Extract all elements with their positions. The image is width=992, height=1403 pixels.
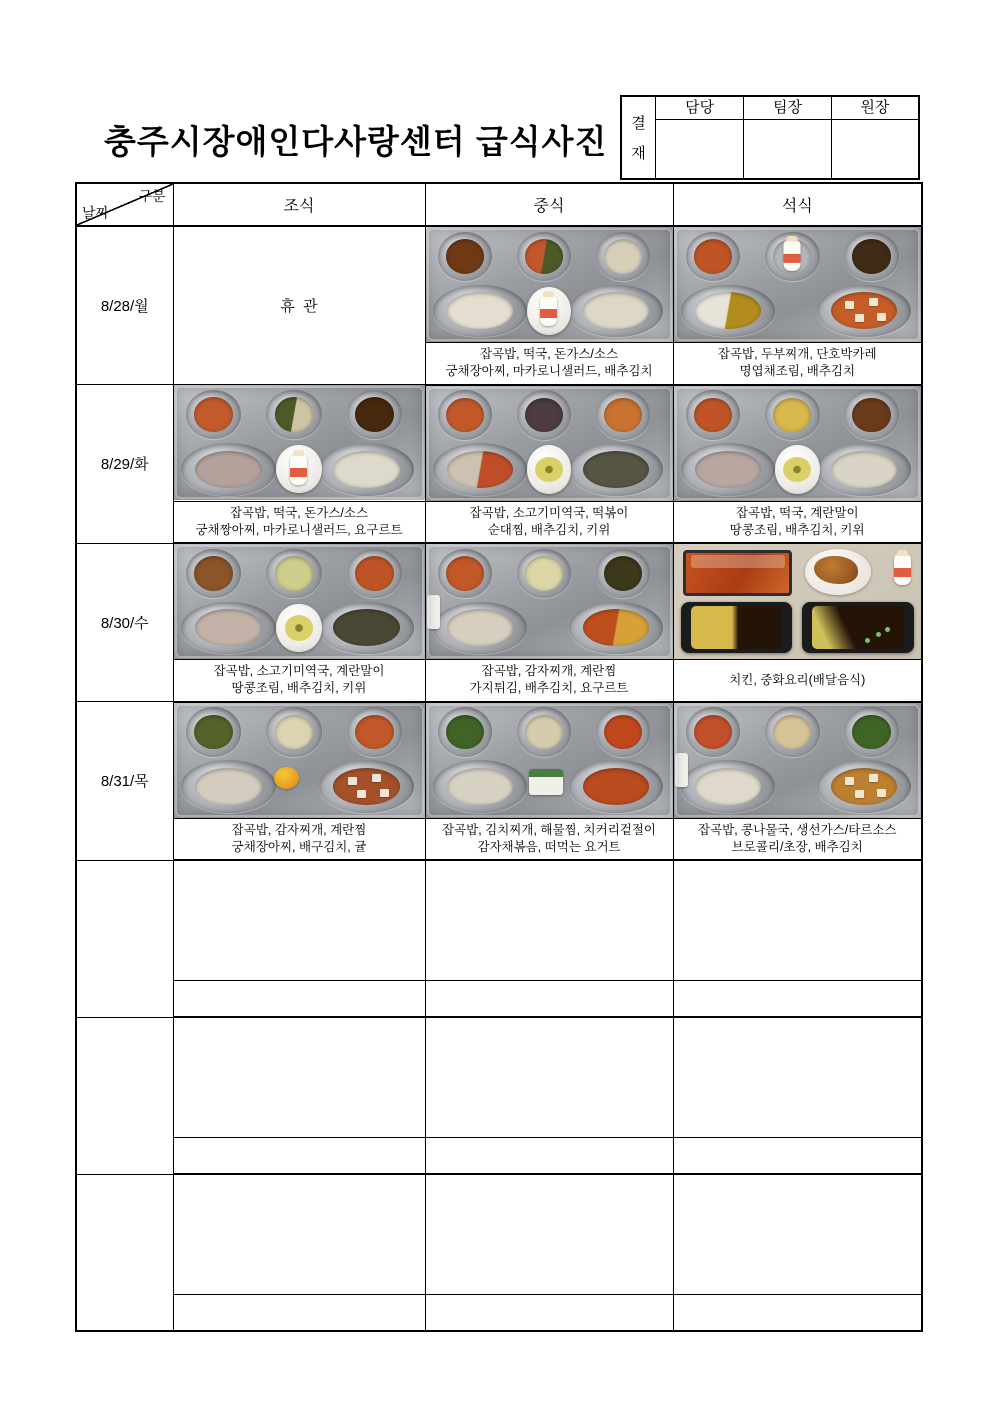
closed-notice: 휴 관 [280,298,318,315]
soup-food [333,609,400,646]
yakult-bottle [894,554,911,585]
soup-bowl [319,760,414,813]
rice-food [195,451,262,488]
corner-label-naljja: 날짜 [82,205,110,221]
center-plate [276,445,321,493]
empty-caption-row [76,980,922,1017]
side-dish-bowl [596,232,650,281]
soup-food [333,768,400,805]
side-dish-bowl [596,707,650,756]
meal-caption-line: 잡곡밥, 김치찌개, 해물찜, 치커리겉절이 [441,822,657,837]
approval-grid [656,97,918,178]
rice-bowl [433,285,527,338]
tofu-cube [380,789,389,797]
caption-cell-lunch [425,343,673,385]
yakult-label [290,468,307,477]
side-dish-bowl [686,232,740,281]
caption-cell-dinner [673,818,922,860]
column-header-dinner: 석식 [673,183,922,226]
side-dish-food [525,556,563,591]
rice-bowl [181,602,276,655]
soup-takeout-box [683,550,792,596]
soup-bowl [817,443,911,496]
soup-bowl [569,760,663,813]
meal-photo [674,544,922,659]
yakult-bottle [784,240,801,271]
side-dish-food [604,715,642,750]
side-dish-bowl [517,390,571,439]
day-photo-row [76,543,922,660]
side-dish-food [773,398,811,433]
side-dish-bowl [596,390,650,439]
day-caption-row [76,501,922,543]
soup-food [831,451,897,488]
meal-caption-line: 잡곡밥, 감자찌개, 계란찜 [481,664,617,679]
meal-caption-line: 궁채장아찌, 배구김치, 귤 [231,839,367,854]
rice-bowl [681,443,775,496]
meal-caption-line: 잡곡밥, 콩나물국, 생선가스/타르소스 [698,822,897,837]
side-dish-food [773,715,811,750]
center-plate [775,445,820,493]
tofu-cube [845,301,854,309]
approval-signature-cell [743,120,830,178]
side-dish-bowl [438,232,492,281]
rice-food [695,768,761,805]
side-dish-bowl [186,390,241,439]
empty-caption-cell [425,1137,673,1174]
empty-caption-cell [173,980,425,1017]
tofu-cube [869,774,878,782]
caption-cell-lunch [425,660,673,702]
empty-caption-cell [673,980,922,1017]
empty-caption-cell [425,1294,673,1331]
soup-food [831,292,897,329]
empty-photo-cell [673,860,922,980]
fried-chicken [814,556,858,585]
side-dish-food [194,556,233,591]
noodle-and-jajang [812,606,903,648]
soup-bowl [319,443,414,496]
soup-bowl [569,285,663,338]
side-dish-bowl [765,707,819,756]
empty-date-cell [76,1174,173,1331]
side-dish-bowl [438,549,492,598]
kiwi-fruit [285,615,313,640]
soup-food [583,292,649,329]
caption-cell-dinner [673,660,922,702]
empty-date-cell [76,1017,173,1174]
tofu-cube [855,790,864,798]
side-dish-bowl [596,549,650,598]
yakult-cap [543,291,554,297]
side-dish-bowl [347,549,402,598]
caption-cell-dinner [673,501,922,543]
photo-cell-breakfast [173,385,425,502]
page-title: 충주시장애인다사랑센터 급식사진 [104,123,608,160]
rice-bowl [181,760,276,813]
side-dish-food [446,239,484,274]
column-header-lunch: 중식 [425,183,673,226]
photo-cell-lunch [425,226,673,343]
approval-col-damdang: 담당 [656,97,743,120]
caption-cell-breakfast [173,818,425,860]
meal-caption-line: 가지튀김, 배추김치, 요구르트 [469,681,629,696]
meal-photo [674,386,922,501]
side-dish-food [355,556,394,591]
side-dish-bowl [844,390,898,439]
soup-food [583,609,649,646]
kiwi-fruit [535,457,563,482]
center-plate [527,287,571,335]
empty-caption-row [76,1294,922,1331]
side-dish-bowl [347,707,402,756]
empty-caption-cell [673,1294,922,1331]
approval-box [620,95,920,180]
soup-bowl [319,602,414,655]
meal-caption-line: 치킨, 중화요리(배달음식) [729,672,866,687]
approval-stamp-cell [622,97,656,178]
side-dish-food [604,239,642,274]
date-cell: 8/29/화 [76,385,173,544]
day-caption-row [76,660,922,702]
closed-cell [173,226,425,385]
tofu-cube [348,777,357,785]
side-dish-food [525,715,563,750]
caption-cell-lunch [425,501,673,543]
meal-photo [674,703,922,818]
rice-bowl [433,602,527,655]
soup-food [333,451,400,488]
side-dish-food [525,239,563,274]
empty-photo-cell [173,1017,425,1137]
meal-caption-line: 잡곡밥, 두부찌개, 단호박카레 [717,347,877,362]
side-dish-food [446,715,484,750]
meal-caption-line: 잡곡밥, 감자찌개, 계란찜 [231,822,367,837]
date-cell: 8/31/목 [76,702,173,861]
approval-stamp-char-2: 재 [631,145,646,162]
side-dish-food [355,397,394,432]
rice-food [695,451,761,488]
date-cell: 8/30/수 [76,543,173,702]
approval-col-wonjang: 원장 [831,97,918,120]
approval-signature-cell [831,120,918,178]
photo-cell-dinner [673,702,922,819]
yakult-cap [293,450,304,456]
soup-bowl [817,760,911,813]
side-dish-bowl [517,549,571,598]
black-takeout-tray [802,602,913,654]
empty-photo-row [76,860,922,980]
side-dish-bowl [844,232,898,281]
side-dish-bowl [686,707,740,756]
rice-bowl [681,760,775,813]
meal-photo [426,227,673,342]
meal-photo [174,703,425,818]
meal-caption-line: 순대찜, 배추김치, 키위 [487,522,611,537]
side-dish-bowl [844,707,898,756]
tofu-cube [357,790,366,798]
pea-garnish [885,627,890,632]
side-dish-food [525,398,563,433]
meal-photo [674,227,922,342]
black-takeout-tray [681,602,792,654]
side-dish-bowl [438,390,492,439]
soup-food [583,451,649,488]
meal-caption-line: 잡곡밥, 떡국, 돈가스/소스 [479,347,619,362]
side-dish-bowl [266,707,321,756]
side-dish-bowl [186,549,241,598]
side-dish-food [275,556,314,591]
meal-photo [174,544,425,659]
column-header-breakfast: 조식 [173,183,425,226]
empty-photo-cell [673,1174,922,1294]
empty-caption-cell [173,1294,425,1331]
meal-caption-line: 궁채장아찌, 마카로니샐러드, 배추김치 [445,364,653,379]
pea-garnish [865,638,870,643]
meal-caption-line: 감자채볶음, 떠먹는 요거트 [477,839,621,854]
photo-cell-dinner [673,385,922,502]
side-dish-food [694,715,732,750]
rice-bowl [681,285,775,338]
day-photo-row [76,385,922,502]
rice-food [195,768,262,805]
yakult-cap [897,550,908,556]
side-dish-bowl [686,390,740,439]
empty-photo-cell [173,860,425,980]
plastic-wrap-shine [691,555,786,569]
empty-photo-cell [425,860,673,980]
meal-caption-line: 잡곡밥, 소고기미역국, 떡볶이 [469,505,629,520]
meal-caption-line: 브로콜리/초장, 배추김치 [731,839,863,854]
tofu-cube [855,314,864,322]
yakult-label [784,254,801,263]
side-dish-bowl [517,232,571,281]
meal-caption-line: 잡곡밥, 떡국, 계란말이 [735,505,859,520]
side-dish-bowl [438,707,492,756]
center-plate [527,445,571,493]
empty-date-cell [76,860,173,1017]
side-dish-bowl [765,390,819,439]
tofu-cube [869,298,878,306]
empty-photo-cell [173,1174,425,1294]
empty-photo-row [76,1174,922,1294]
side-dish-food [852,398,890,433]
side-dish-food [604,398,642,433]
kiwi-fruit [783,457,811,482]
drink-bottle [675,753,688,787]
yakult-label [540,309,557,318]
side-dish-food [194,397,233,432]
rice-food [447,451,513,488]
empty-photo-row [76,1017,922,1137]
side-dish-food [852,239,890,274]
day-photo-row [76,702,922,819]
empty-caption-row [76,1137,922,1174]
pea-garnish [876,632,881,637]
side-dish-food [275,397,314,432]
yakult-cap [787,236,798,242]
meal-caption-line: 궁채짱아찌, 마카로니샐러드, 요구르트 [195,522,403,537]
soup-bowl [569,443,663,496]
empty-caption-cell [173,1137,425,1174]
caption-cell-breakfast [173,660,425,702]
side-dish-food [275,715,314,750]
rice-food [447,292,513,329]
photo-cell-lunch [425,543,673,660]
meal-photo [426,703,673,818]
rice-bowl [181,443,276,496]
day-photo-row [76,226,922,343]
soup-bowl [569,602,663,655]
corner-label-gubun: 구분 [138,188,166,204]
side-dish-food [194,715,233,750]
meal-photo [426,386,673,501]
soup-food [831,768,897,805]
empty-photo-cell [425,1017,673,1137]
corner-cell [76,183,173,226]
rice-bowl [433,760,527,813]
side-dish-bowl [266,390,321,439]
approval-stamp-char-1: 결 [631,115,646,132]
side-dish-bowl [266,549,321,598]
empty-photo-cell [425,1174,673,1294]
side-dish-bowl [765,232,819,281]
tofu-cube [877,789,886,797]
side-dish-bowl [517,707,571,756]
photo-cell-lunch [425,385,673,502]
side-dish-food [446,556,484,591]
photo-cell-dinner [673,226,922,343]
rice-food [447,768,513,805]
yakult-bottle [540,295,557,326]
meal-table [75,182,923,1332]
caption-cell-breakfast [173,501,425,543]
side-dish-food [446,398,484,433]
side-dish-food [694,239,732,274]
empty-caption-cell [673,1137,922,1174]
empty-caption-cell [425,980,673,1017]
chicken-plate [805,549,872,595]
egg-and-jajang [691,606,782,648]
day-caption-row [76,818,922,860]
meal-caption-line: 명엽채조림, 배추김치 [739,364,856,379]
approval-col-timjang: 팀장 [743,97,830,120]
meal-caption-line: 땅콩조림, 배추김치, 키위 [231,681,367,696]
tofu-cube [845,777,854,785]
drink-bottle [427,595,440,629]
caption-cell-lunch [425,818,673,860]
tofu-cube [372,774,381,782]
rice-food [695,292,761,329]
citrus-fruit [274,767,299,789]
soup-bowl [817,285,911,338]
photo-cell-lunch [425,702,673,819]
yogurt-cup [529,769,563,795]
meal-caption-line: 땅콩조림, 배추김치, 키위 [729,522,865,537]
yakult-bottle [290,454,307,485]
date-cell: 8/28/월 [76,226,173,385]
photo-cell-breakfast [173,702,425,819]
side-dish-food [852,715,890,750]
photo-cell-breakfast [173,543,425,660]
rice-food [195,609,262,646]
approval-signature-cell [656,120,743,178]
table-header-row [76,183,922,226]
side-dish-food [694,398,732,433]
side-dish-food [604,556,642,591]
empty-photo-cell [673,1017,922,1137]
rice-bowl [433,443,527,496]
side-dish-food [355,715,394,750]
meal-caption-line: 잡곡밥, 떡국, 돈가스/소스 [229,505,369,520]
photo-cell-dinner [673,543,922,660]
side-dish-bowl [347,390,402,439]
meal-caption-line: 잡곡밥, 소고기미역국, 계란말이 [213,664,385,679]
meal-photo [174,385,425,500]
center-plate [276,604,321,652]
side-dish-bowl [186,707,241,756]
rice-food [447,609,513,646]
meal-photo [426,544,673,659]
caption-cell-dinner [673,343,922,385]
tofu-cube [877,313,886,321]
soup-food [583,768,649,805]
yakult-label [894,568,911,577]
